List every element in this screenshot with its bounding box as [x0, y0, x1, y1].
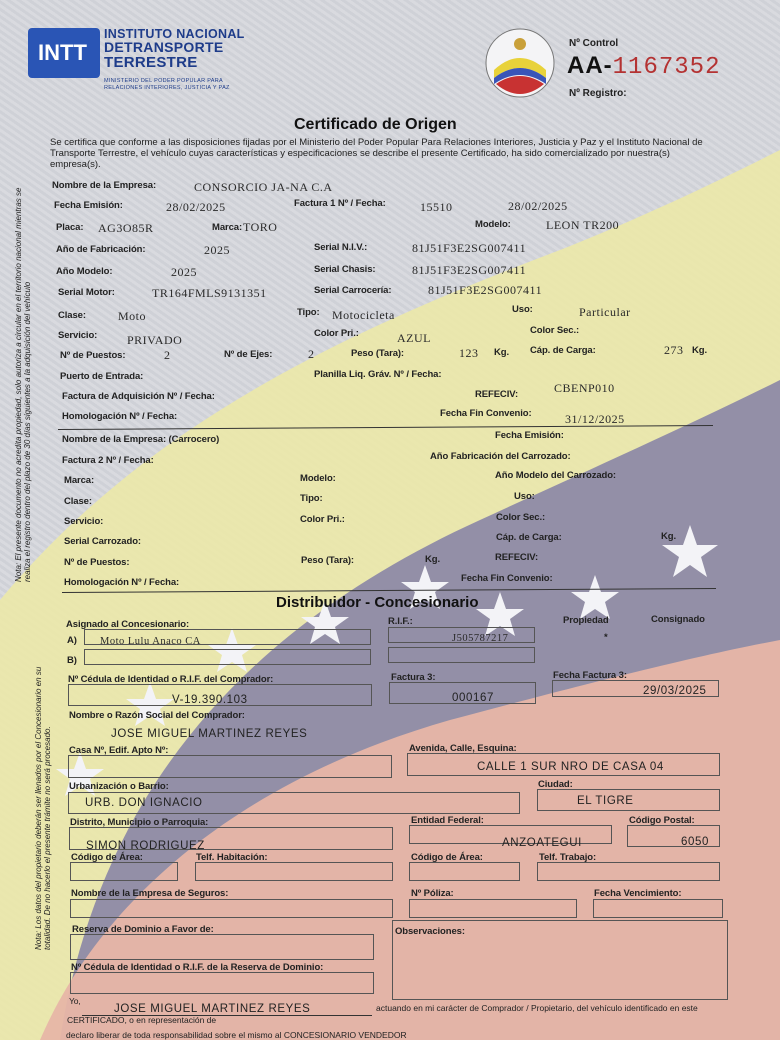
carga-kg-label: Kg.	[692, 345, 708, 356]
asignado-label: Asignado al Concesionario:	[66, 619, 190, 630]
tipo-value: Motocicleta	[332, 308, 395, 322]
concesionario-a-value: Moto Lulu Anaco CA	[100, 636, 201, 647]
refeciv-value: CBENP010	[554, 381, 615, 395]
anio-fab-label: Año de Fabricación:	[56, 244, 146, 255]
peso-kg-label: Kg.	[494, 347, 510, 358]
ciudad-value: EL TIGRE	[577, 795, 634, 807]
modelo-value: LEON TR200	[546, 218, 620, 232]
carrocero-uso-label: Uso:	[514, 491, 535, 502]
carga-label: Cáp. de Carga:	[530, 345, 596, 356]
carga-value: 273	[664, 343, 684, 357]
carrocero-color-pri-label: Color Pri.:	[300, 514, 345, 525]
document-title: Certificado de Origen	[294, 116, 457, 133]
area1-label: Código de Área:	[71, 852, 143, 863]
b-label: B)	[67, 655, 77, 666]
reserva-field[interactable]	[70, 934, 374, 960]
certificado-text: CERTIFICADO, o en representación de	[67, 1015, 217, 1025]
side-note-1: Nota: El presente documento no acredita propiedad, solo autoriza a circular en el territorio nacional mientras se realiza el registro dentro del plazo de 30 días siguientes a la adquisición del vehículo	[14, 187, 32, 582]
avenida-label: Avenida, Calle, Esquina:	[409, 743, 517, 754]
control-label: Nº Control	[569, 38, 619, 49]
anio-fab-value: 2025	[204, 243, 230, 257]
yo-name-value: JOSE MIGUEL MARTINEZ REYES	[114, 1003, 311, 1015]
consignado-label: Consignado	[651, 614, 705, 625]
anio-modelo-label: Año Modelo:	[56, 266, 113, 277]
cedula-label: Nº Cédula de Identidad o R.I.F. del Comprador:	[68, 674, 274, 685]
carrocero-refeciv-label: REFECIV:	[495, 552, 539, 563]
factura1-label: Factura 1 Nº / Fecha:	[294, 198, 386, 209]
observaciones-label: Observaciones:	[395, 926, 465, 937]
servicio-value: PRIVADO	[127, 333, 183, 347]
propiedad-label: Propiedad	[563, 615, 609, 626]
serial-carroceria-value: 81J51F3E2SG007411	[428, 283, 543, 297]
avenida-value: CALLE 1 SUR NRO DE CASA 04	[477, 761, 664, 773]
seguros-label: Nombre de la Empresa de Seguros:	[71, 888, 229, 899]
carrocero-puestos-label: Nº de Puestos:	[64, 557, 130, 568]
distrito-value: SIMON RODRIGUEZ	[86, 840, 205, 852]
fecha-fin-label: Fecha Fin Convenio:	[440, 408, 532, 419]
refeciv-label: REFECIV:	[475, 389, 519, 400]
serial-carrozado-label: Serial Carrozado:	[64, 536, 141, 547]
factura2-label: Factura 2 Nº / Fecha:	[62, 455, 154, 466]
cedula-reserva-label: Nº Cédula de Identidad o R.I.F. de la Reserva de Dominio:	[71, 962, 324, 973]
puerto-label: Puerto de Entrada:	[60, 371, 144, 382]
carrocero-carga-label: Cáp. de Carga:	[496, 532, 562, 543]
serial-niv-label: Serial N.I.V.:	[314, 242, 368, 253]
side-note-2: Nota: Los datos del propietario deberán ser llenados por el Concesionario en su totalidad. De no hacerlo el presente trámite no será procesado.	[34, 666, 52, 950]
color-pri-value: AZUL	[397, 331, 431, 345]
factura1-date: 28/02/2025	[508, 199, 568, 213]
carrocero-peso-label: Peso (Tara):	[301, 555, 354, 566]
actuando-text: actuando en mi carácter de Comprador / Propietario, del vehículo identificado en este	[376, 1003, 698, 1013]
nombre-comprador-value: JOSE MIGUEL MARTINEZ REYES	[111, 728, 308, 740]
tipo-label: Tipo:	[297, 307, 320, 318]
fecha-factura3-label: Fecha Factura 3:	[553, 670, 627, 681]
anio-modelo-carrozado-label: Año Modelo del Carrozado:	[495, 470, 617, 481]
uso-label: Uso:	[512, 304, 533, 315]
area1-field[interactable]	[70, 862, 178, 881]
modelo-label: Modelo:	[475, 219, 511, 230]
ciudad-label: Ciudad:	[538, 779, 573, 790]
entidad-value: ANZOATEGUI	[502, 837, 582, 849]
carrocero-servicio-label: Servicio:	[64, 516, 104, 527]
color-pri-label: Color Pri.:	[314, 328, 359, 339]
tel-trab-field[interactable]	[537, 862, 720, 881]
registro-label: Nº Registro:	[569, 88, 627, 99]
urbanizacion-value: URB. DON IGNACIO	[85, 797, 203, 809]
nombre-comprador-label: Nombre o Razón Social del Comprador:	[69, 710, 245, 721]
cedula-value: V-19.390.103	[172, 694, 248, 706]
declaro-text: declaro liberar de toda responsabilidad sobre el mismo al CONCESIONARIO VENDEDOR	[66, 1030, 407, 1040]
clase-label: Clase:	[58, 310, 86, 321]
empresa-value: CONSORCIO JA-NA C.A	[194, 180, 333, 194]
control-digits: 1167352	[612, 54, 721, 81]
yo-label: Yo,	[69, 996, 81, 1006]
propiedad-mark: *	[604, 632, 608, 643]
urbanizacion-label: Urbanización o Barrio:	[69, 781, 169, 792]
serial-niv-value: 81J51F3E2SG007411	[412, 241, 527, 255]
postal-label: Código Postal:	[629, 815, 695, 826]
area2-label: Código de Área:	[411, 852, 483, 863]
factura-adq-label: Factura de Adquisición Nº / Fecha:	[62, 391, 215, 402]
concesionario-b-field[interactable]	[84, 649, 371, 665]
puestos-value: 2	[164, 348, 171, 362]
concesionario-b-rif-field[interactable]	[388, 647, 535, 663]
institute-name-line3: TERRESTRE	[104, 54, 198, 71]
clase-value: Moto	[118, 309, 147, 323]
carrocero-empresa-label: Nombre de la Empresa: (Carrocero)	[62, 434, 220, 445]
fecha-factura3-value: 29/03/2025	[643, 685, 707, 697]
marca-label: Marca:	[212, 222, 243, 233]
color-sec-label: Color Sec.:	[530, 325, 580, 336]
serial-carroceria-label: Serial Carrocería:	[314, 285, 392, 296]
tel-trab-label: Telf. Trabajo:	[539, 852, 597, 863]
peso-value: 123	[459, 346, 479, 360]
ministry-line2: RELACIONES INTERIORES, JUSTICIA Y PAZ	[104, 85, 230, 91]
ejes-label: Nº de Ejes:	[224, 349, 273, 360]
concesionario-a-rif-value: J505787217	[452, 633, 509, 644]
casa-field[interactable]	[68, 755, 392, 778]
carrocero-peso-kg-label: Kg.	[425, 554, 441, 565]
tel-hab-field[interactable]	[195, 862, 393, 881]
fecha-emision-value: 28/02/2025	[166, 200, 226, 214]
servicio-label: Servicio:	[58, 330, 98, 341]
factura1-number: 15510	[420, 200, 453, 214]
coat-of-arms-seal	[482, 26, 558, 100]
postal-value: 6050	[681, 836, 709, 848]
reserva-label: Reserva de Dominio a Favor de:	[72, 924, 214, 935]
entidad-label: Entidad Federal:	[411, 815, 484, 826]
placa-value: AG3O85R	[98, 221, 154, 235]
uso-value: Particular	[579, 305, 631, 319]
homologacion-label: Homologación Nº / Fecha:	[62, 411, 178, 422]
ejes-value: 2	[308, 347, 315, 361]
carrocero-modelo-label: Modelo:	[300, 473, 336, 484]
anio-fab-carrozado-label: Año Fabricación del Carrozado:	[430, 451, 571, 462]
cedula-reserva-field[interactable]	[70, 972, 374, 994]
tel-hab-label: Telf. Habitación:	[196, 852, 268, 863]
fecha-emision-label: Fecha Emisión:	[54, 200, 123, 211]
rif-label: R.I.F.:	[388, 616, 413, 627]
carrocero-fecha-fin-label: Fecha Fin Convenio:	[461, 573, 553, 584]
distrito-label: Distrito, Municipio o Parroquia:	[70, 817, 209, 828]
seguros-field[interactable]	[70, 899, 393, 918]
serial-motor-label: Serial Motor:	[58, 287, 115, 298]
fecha-fin-value: 31/12/2025	[565, 412, 625, 426]
peso-label: Peso (Tara):	[351, 348, 404, 359]
factura3-value: 000167	[452, 692, 494, 704]
a-label: A)	[67, 635, 77, 646]
distribuidor-title: Distribuidor - Concesionario	[276, 594, 479, 611]
observaciones-field[interactable]	[392, 920, 728, 1000]
carrocero-fecha-emision-label: Fecha Emisión:	[495, 430, 564, 441]
anio-modelo-value: 2025	[171, 265, 197, 279]
carrocero-clase-label: Clase:	[64, 496, 92, 507]
institute-name-line2: DETRANSPORTE	[104, 39, 224, 55]
serial-chasis-value: 81J51F3E2SG007411	[412, 263, 527, 277]
carrocero-color-sec-label: Color Sec.:	[496, 512, 546, 523]
carrocero-carga-kg-label: Kg.	[661, 531, 677, 542]
control-number	[567, 52, 720, 81]
factura3-label: Factura 3:	[391, 672, 436, 683]
placa-label: Placa:	[56, 222, 84, 233]
planilla-label: Planilla Liq. Gráv. Nº / Fecha:	[314, 369, 442, 380]
ministry-line1: MINISTERIO DEL PODER POPULAR PARA	[104, 78, 224, 84]
serial-chasis-label: Serial Chasis:	[314, 264, 376, 275]
vencimiento-label: Fecha Vencimiento:	[594, 888, 682, 899]
intro-paragraph: Se certifica que conforme a las disposiciones fijadas por el Ministerio del Poder Popular Para Relaciones Interiores, Justicia y Paz y el Instituto Nacional de Transporte Terrestre, el vehículo cuyas características y especificaciones se describe el presente Certificado, ha sido comercializado por nuestra(s) empresa(s).	[50, 137, 703, 170]
puestos-label: Nº de Puestos:	[60, 350, 126, 361]
vencimiento-field[interactable]	[593, 899, 723, 918]
casa-label: Casa Nº, Edif. Apto Nº:	[69, 745, 169, 756]
intt-logo-text: INTT	[38, 40, 87, 65]
marca-value: TORO	[243, 220, 278, 234]
control-prefix: AA-	[567, 52, 613, 79]
carrocero-tipo-label: Tipo:	[300, 493, 323, 504]
poliza-label: Nº Póliza:	[411, 888, 454, 899]
institute-name-line1: INSTITUTO NACIONAL	[104, 27, 245, 41]
poliza-field[interactable]	[409, 899, 577, 918]
carrocero-marca-label: Marca:	[64, 475, 95, 486]
empresa-label: Nombre de la Empresa:	[52, 180, 157, 191]
carrocero-homologacion-label: Homologación Nº / Fecha:	[64, 577, 180, 588]
area2-field[interactable]	[409, 862, 520, 881]
serial-motor-value: TR164FMLS9131351	[152, 286, 267, 300]
